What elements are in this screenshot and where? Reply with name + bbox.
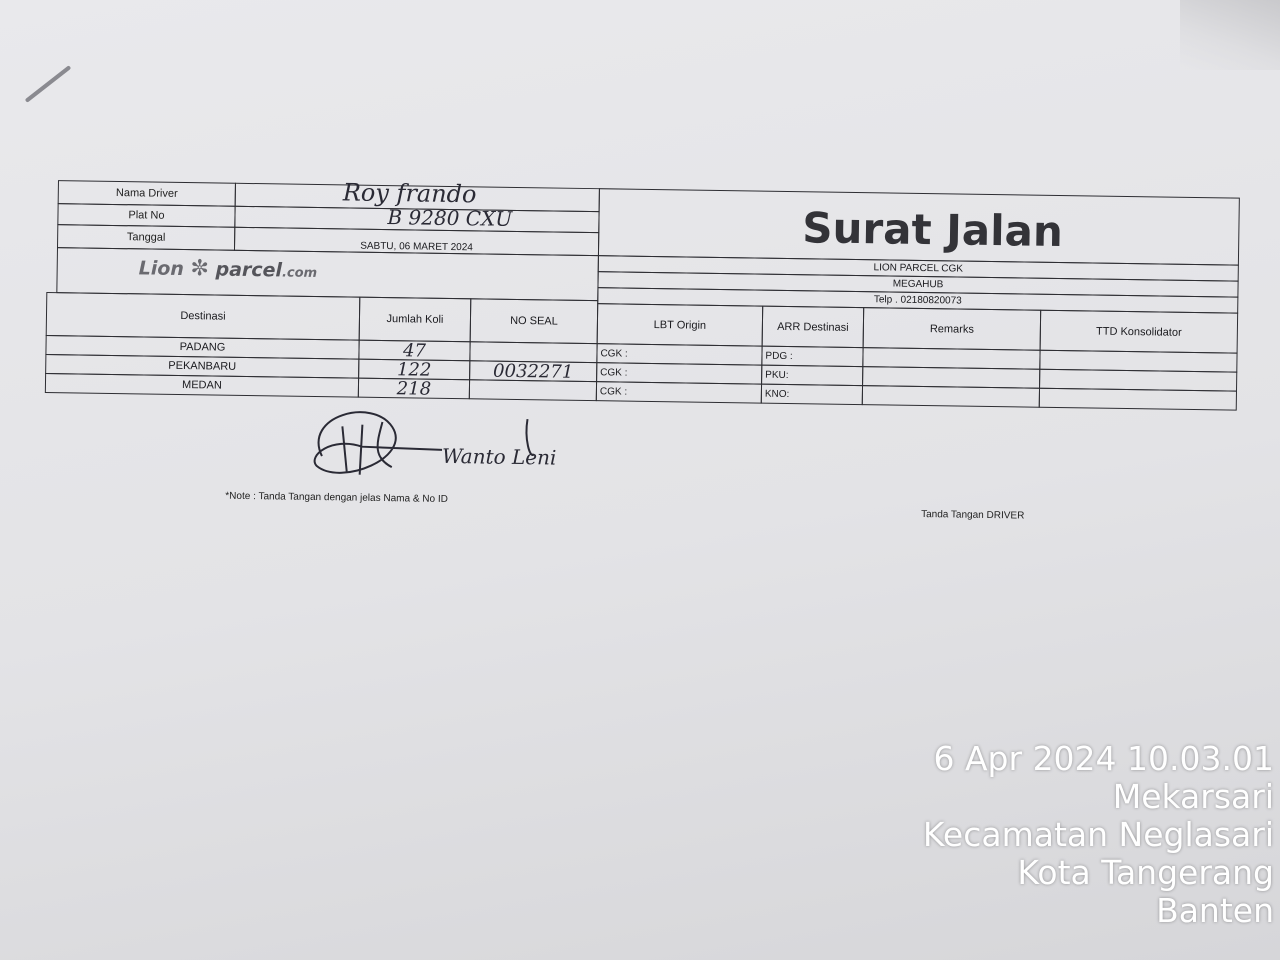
row1-origin: CGK : [600, 347, 628, 360]
col-remarks-label: Remarks [929, 322, 974, 336]
col-destinasi-label: Destinasi [180, 309, 226, 323]
col-ttd-konsolidator [1040, 310, 1239, 354]
col-lbt-origin [597, 303, 764, 346]
row1-koli: 47 [402, 339, 427, 362]
col-lbt-origin-label: LBT Origin [653, 318, 707, 332]
lion-parcel-logo [139, 255, 318, 283]
driver-signature-label: Tanda Tangan DRIVER [921, 508, 1025, 522]
table-row-arr [761, 384, 863, 406]
row3-origin: CGK : [599, 385, 628, 398]
surat-jalan-document [44, 178, 1239, 522]
paper-edge-shadow [1180, 0, 1280, 70]
col-jumlah-koli [359, 297, 472, 343]
row2-destinasi: PEKANBARU [168, 359, 237, 373]
hub-name: MEGAHUB [892, 278, 944, 291]
table-row-origin [596, 381, 762, 403]
row1-destinasi: PADANG [179, 340, 226, 354]
driver-name-handwritten: Roy frando [342, 178, 477, 209]
lion-icon: ✼ [190, 256, 210, 282]
row2-arr: PKU: [765, 369, 789, 381]
company-name: LION PARCEL CGK [873, 262, 964, 275]
row2-seal: 0032271 [492, 360, 574, 383]
logo-suffix: .com [281, 265, 318, 282]
row3-arr: KNO: [764, 388, 790, 400]
col-arr-destinasi [762, 306, 865, 349]
row2-origin: CGK : [600, 366, 628, 379]
col-arr-destinasi-label: ARR Destinasi [777, 320, 849, 334]
signature-note: *Note : Tanda Tangan dengan jelas Nama & No ID [225, 490, 448, 505]
timestamp-place4: Banten [1156, 891, 1274, 930]
document-title: Surat Jalan [802, 203, 1064, 257]
col-no-seal [470, 298, 599, 344]
row3-koli: 218 [396, 377, 432, 400]
row2-koli: 122 [396, 358, 432, 381]
timestamp-datetime: 6 Apr 2024 10.03.01 [933, 739, 1274, 778]
tanggal-label: Tanggal [126, 231, 166, 244]
logo-word-lion: Lion [138, 257, 185, 281]
logo-word-parcel: parcel [215, 258, 283, 282]
timestamp-place2: Kecamatan Neglasari [922, 815, 1274, 854]
col-destinasi [46, 292, 361, 341]
photo-timestamp [923, 740, 1274, 930]
col-jumlah-koli-label: Jumlah Koli [386, 313, 444, 326]
col-no-seal-label: NO SEAL [510, 314, 558, 328]
row1-arr: PDG : [765, 350, 793, 362]
tanggal-value: SABTU, 06 MARET 2024 [360, 240, 473, 253]
timestamp-place1: Mekarsari [1112, 777, 1274, 816]
row3-destinasi: MEDAN [182, 379, 222, 392]
timestamp-place3: Kota Tangerang [1017, 853, 1274, 892]
col-remarks [863, 307, 1042, 351]
table-row-ttd [1039, 388, 1237, 411]
driver-label: Nama Driver [115, 187, 178, 200]
table-row-dest [45, 373, 359, 398]
plat-label: Plat No [128, 209, 165, 222]
phone-number: Telp . 02180820073 [873, 294, 962, 307]
table-row-remarks [862, 385, 1040, 408]
signature-name-handwritten: Wanto Leni [441, 443, 557, 470]
plat-number-handwritten: B 9280 CXU [387, 205, 513, 231]
col-ttd-konsolidator-label: TTD Konsolidator [1095, 325, 1182, 339]
